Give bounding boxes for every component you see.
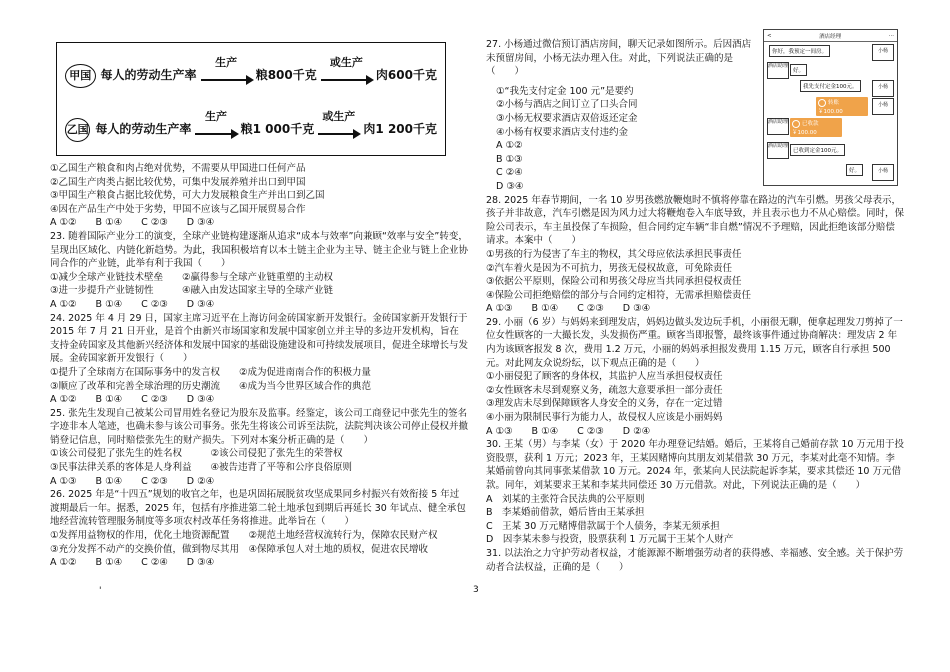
chat-message: 好。 xyxy=(846,164,863,176)
text-line: D ③④ xyxy=(496,180,524,192)
chat-title: 酒店经理 xyxy=(819,33,842,40)
right-arrow-icon: 生产 xyxy=(193,118,238,142)
avatar: 酒店助理 xyxy=(767,62,789,79)
text-line: ②乙国生产肉类占据比较优势，可集中发展养殖并出口到甲国 xyxy=(50,176,306,188)
avatar: 小杨 xyxy=(872,80,894,97)
text-line: ③进一步提升产业链韧性 ④融入由发达国家主导的全球产业链 xyxy=(50,285,334,297)
chat-message: 你好，我预定一间房。 xyxy=(769,45,830,57)
text-line: ③民事法律关系的客体是人身利益 ④被告违背了平等和公序良俗原则 xyxy=(50,462,353,474)
text-line: A ①② xyxy=(496,140,523,152)
figure-mid: 粮800千克 xyxy=(255,68,317,83)
text-line: C ②④ xyxy=(496,167,523,179)
avatar: 小杨 xyxy=(872,98,894,115)
text-line: A ①② B ①④ C ②④ D ③④ xyxy=(50,557,215,569)
figure-label: 每人的劳动生产率 xyxy=(95,122,192,137)
text-line: ③充分发挥不动产的交换价值，做到物尽其用 ④保障承包人对土地的质权，促进农民增收 xyxy=(50,543,429,555)
text-line: 26. 2025 年是“十四五”规划的收官之年，也是巩固拓展脱贫攻坚成果同乡村振兴有效衔接 5 年过渡期最后一年。据悉，2025 年，包括有序推进第二轮土地承包到期后再延长 30 年试点、健全承包地经营流转管理服务制度等多项农村改革任务将推进。此举旨在（ ） xyxy=(50,489,466,528)
text-line: ②女性顾客未尽到观察义务，疏忽大意要承担一部分责任 xyxy=(486,384,723,396)
text-line: A ①③ B ①④ C ②③ D ②④ xyxy=(50,475,215,487)
chat-message: 已收到定金100元。 xyxy=(790,144,845,156)
text-line: ④因在产品生产中处于劣势，甲国不应该与乙国开展贸易合作 xyxy=(50,203,306,215)
text-line: C 王某 30 万元赌博借款属于个人债务，李某无须承担 xyxy=(486,520,720,532)
text-line: ①“我先支付定金 100 元”是要约 xyxy=(496,85,634,97)
right-arrow-icon: 生产 xyxy=(199,64,254,88)
text-line: ①乙国生产粮食和肉占绝对优势，不需要从甲国进口任何产品 xyxy=(50,163,306,174)
country-badge: 乙国 xyxy=(65,118,90,142)
text-line: ②汽车着火是因为不可抗力，男孩无侵权故意，可免除责任 xyxy=(486,262,733,274)
text-line: 24. 2025 年 4 月 29 日，国家主席习近平在上海访问金砖国家新开发银行。金砖国家新开发银行于 2015 年 7 月 21 日开业，是首个由新兴市场国家和发展中国家创立并主导的多边开发机构，旨在支持金砖国家及其他新兴经济体和发展中国家的基础设施建设和可持续发展项目，促进全球增长与发展。金砖国家新开发银行（ ） xyxy=(50,312,469,365)
text-line: D 因李某未参与投资，股票获利 1 万元属于王某个人财产 xyxy=(486,534,734,546)
figure-end: 肉600千克 xyxy=(375,68,437,83)
chat-message: 我先支付定金100元。 xyxy=(800,80,861,92)
comparison-figure xyxy=(56,42,446,156)
right-arrow-icon: 或生产 xyxy=(316,118,361,142)
country-badge: 甲国 xyxy=(65,64,96,88)
text-line: ④小丽为限制民事行为能力人，故侵权人应该是小丽妈妈 xyxy=(486,412,723,424)
more-icon: ··· xyxy=(888,32,894,39)
text-line: A 刘某的主张符合民法典的公平原则 xyxy=(486,493,645,505)
text-line: A ①② B ①④ C ②③ D ③④ xyxy=(50,217,215,229)
left-text xyxy=(50,162,468,570)
avatar: 小杨 xyxy=(872,44,894,61)
text-line: ④保险公司拒绝赔偿的部分与合同约定相符，无需承担赔偿责任 xyxy=(486,289,752,301)
text-line: A ①② B ①④ C ②③ D ③④ xyxy=(50,298,215,310)
figure-mid: 粮1 000千克 xyxy=(240,122,315,137)
text-line: ①发挥用益物权的作用，优化土地资源配置 ②规范土地经营权流转行为，保障农民财产权 xyxy=(50,530,438,542)
text-line: ③理发店未尽到保障顾客人身安全的义务，存在一定过错 xyxy=(486,398,723,410)
figure-row-yi xyxy=(65,110,437,145)
text-line: B 李某婚前借款，婚后皆由王某承担 xyxy=(486,507,645,519)
received-card: 已收款 ￥100.00 xyxy=(790,118,842,137)
transfer-card: 转账 ￥100.00 xyxy=(816,97,868,116)
figure-label: 每人的劳动生产率 xyxy=(100,68,197,83)
chat-title-bar xyxy=(764,30,897,42)
text-line: A ①③ B ①④ C ②③ D ②④ xyxy=(486,425,651,437)
text-line: A ①③ B ①④ C ②③ D ③④ xyxy=(486,303,651,315)
stray-mark: ' xyxy=(99,586,102,596)
text-line: ②小杨与酒店之间订立了口头合同 xyxy=(496,99,638,111)
text-line: 27. 小杨通过微信预订酒店房间，聊天记录如图所示。后因酒店未预留房间，小杨无法办理入住。对此，下列说法正确的是（ ） xyxy=(486,39,752,78)
check-icon xyxy=(792,120,800,128)
avatar: 酒店助理 xyxy=(767,142,789,159)
text-line: 23. 随着国际产业分工的演变，全球产业链构建逐渐从追求“成本与效率”向兼顾“效率与安全”转变，呈现出区域化、内链化新趋势。为此，我国积极培育以本土链主企业为主导、链主企业与链上企业协同合作的产业链，此举有利于我国（ ） xyxy=(50,230,469,270)
text-line: A ①② B ①④ C ②③ D ③④ xyxy=(50,394,215,406)
text-line: ④小杨有权要求酒店支付违约金 xyxy=(496,126,629,138)
text-line: ③小杨无权要求酒店双倍返还定金 xyxy=(496,112,638,124)
transfer-icon xyxy=(818,99,826,107)
page-number: 3 xyxy=(473,585,479,595)
chat-screenshot xyxy=(763,29,898,186)
figure-end: 肉1 200千克 xyxy=(363,122,437,137)
text-line: ①减少全球产业链技术壁垒 ②赢得参与全球产业链重塑的主动权 xyxy=(50,271,334,283)
text-line: ③依据公平原则，保险公司和男孩父母应当共同承担侵权责任 xyxy=(486,276,742,288)
text-line: ①小丽侵犯了顾客的身体权，其监护人应当承担侵权责任 xyxy=(486,371,723,383)
text-line: ①该公司侵犯了张先生的姓名权 ②该公司侵犯了张先生的荣誉权 xyxy=(50,448,343,460)
text-line: ③顺应了改革和完善全球治理的历史潮流 ④成为当今世界区域合作的典范 xyxy=(50,380,372,392)
text-line: 29. 小丽（6 岁）与妈妈来到理发店，妈妈边做头发边玩手机，小丽很无聊，便拿起理发刀剪掉了一位女性顾客的一大撮长发，头发损伤严重。顾客当即报警，最终该事件通过协商解决：理发店 2 年内为该顾客报发 8 次，费用 1.2 万元，小丽的妈妈承担报发费用 1.15 万元，顾客自行承担 500 元。对此网友众说纷纭，以下观点正确的是（ ） xyxy=(486,316,903,369)
text-line: 28. 2025 年春节期间，一名 10 岁男孩燃放鞭炮时不慎将停靠在路边的汽车引燃。男孩父母表示，孩子并非故意，汽车引燃是因为风力过大将鞭炮卷入车底导致，并且表示也力不从心赔偿。同时，保险公司表示，车主虽投保了车损险，但合同约定车辆“非自燃”情况不予理赔，因此拒绝该部分赔偿请求。本案中（ ） xyxy=(486,194,905,247)
right-arrow-icon: 或生产 xyxy=(319,64,374,88)
text-line: ③甲国生产粮食占据比较优势，可大力发展粮食生产并出口到乙国 xyxy=(50,190,325,202)
avatar: 小杨 xyxy=(872,164,894,181)
text-line: 30. 王某（男）与李某（女）于 2020 年办理登记结婚。婚后，王某将自己婚前存款 10 万元用于投资股票，获利 1 万元；2023 年，王某因赌博向其朋友刘某借款 30 万元，李某对此毫不知情。李某婚前曾向其同事张某借款 10 万元。2024 年，张某向人民法院起诉李某，要求其偿还 10 万元借款。同年，刘某要求王某和李某共同偿还 30 万元借款。对此，下列说法正确的是（ ） xyxy=(486,439,904,491)
back-icon: < xyxy=(767,32,772,39)
text-line: 31. 以法治之力守护劳动者权益，才能源源不断增强劳动者的获得感、幸福感、安全感。关于保护劳动者合法权益，正确的是（ ） xyxy=(486,547,904,573)
text-line: 25. 张先生发现自己被某公司冒用姓名登记为股东及监事。经鉴定，该公司工商登记中张先生的签名字迹非本人笔迹，也确未参与该公司事务。张先生将该公司诉至法院，法院判决该公司停止侵权并撤销登记信息，同时赔偿张先生的财产损失。下列对本案分析正确的是（ ） xyxy=(50,407,469,446)
text-line: ①男孩的行为侵害了车主的物权，其父母应依法承担民事责任 xyxy=(486,248,742,260)
chat-message: 好。 xyxy=(790,64,807,76)
avatar: 酒店助理 xyxy=(767,118,789,135)
left-column xyxy=(50,42,468,570)
text-line: ①提升了全球南方在国际事务中的发言权 ②成为促进南南合作的积极力量 xyxy=(50,366,372,378)
text-line: B ①③ xyxy=(496,153,523,165)
figure-row-jia xyxy=(65,56,437,91)
